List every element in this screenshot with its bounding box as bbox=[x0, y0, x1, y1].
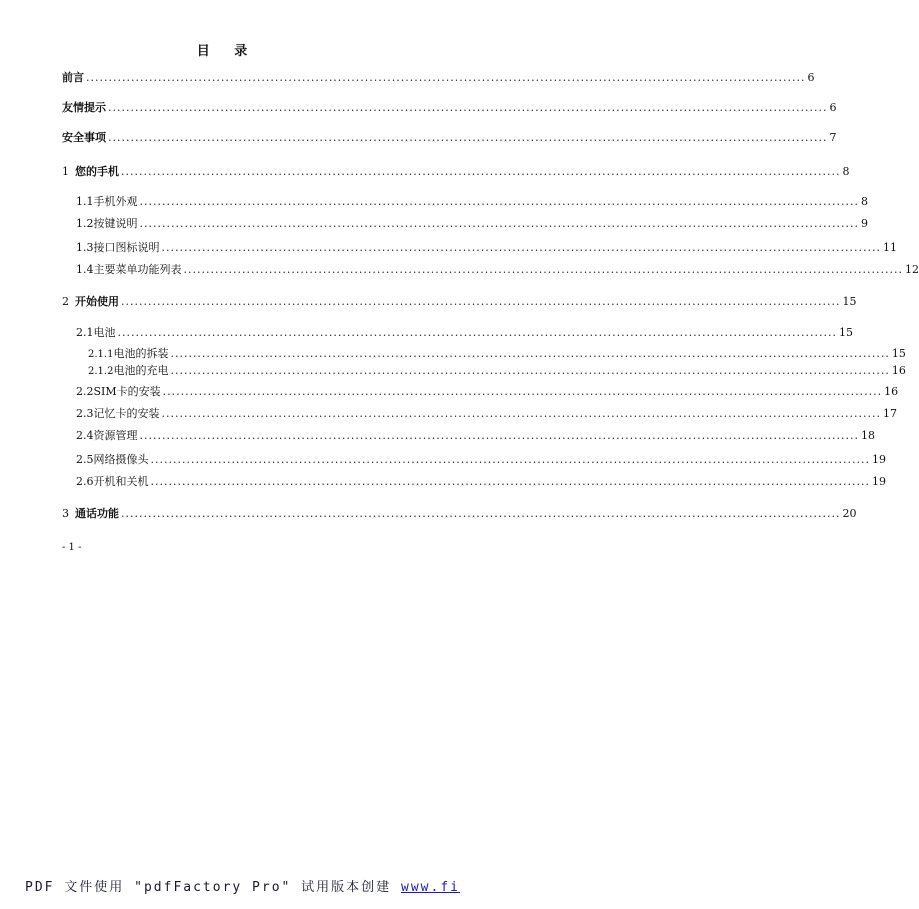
toc-entry-page: 18 bbox=[860, 429, 875, 442]
toc-entry-label: SIM卡的安装 bbox=[93, 385, 161, 398]
toc-entry-page: 9 bbox=[860, 217, 868, 230]
page-number: - 1 - bbox=[62, 542, 82, 553]
toc-leader-dots bbox=[151, 474, 870, 490]
toc-entry-number: 2.5 bbox=[76, 453, 94, 466]
toc-entry[interactable] bbox=[62, 240, 897, 256]
toc-entry[interactable] bbox=[62, 325, 853, 341]
toc-entry-number: 2.4 bbox=[76, 429, 94, 442]
toc-leader-dots bbox=[121, 506, 840, 522]
toc-entry[interactable] bbox=[62, 294, 857, 310]
toc-leader-dots bbox=[121, 294, 840, 310]
watermark bbox=[25, 876, 460, 895]
toc-entry-label: 开机和关机 bbox=[93, 475, 149, 488]
toc-leader-dots bbox=[170, 363, 889, 379]
toc-entry-label: 接口图标说明 bbox=[93, 241, 160, 254]
toc-entry[interactable] bbox=[62, 100, 837, 116]
toc-entry-label: 主要菜单功能列表 bbox=[93, 263, 182, 276]
toc-entry-page: 19 bbox=[871, 475, 886, 488]
toc-entry-number: 2.2 bbox=[76, 385, 94, 398]
toc-leader-dots bbox=[140, 428, 859, 444]
toc-entry-label: 网络摄像头 bbox=[93, 453, 149, 466]
toc-leader-dots bbox=[121, 164, 840, 180]
toc-title: 目 录 bbox=[196, 44, 258, 59]
toc-entry-number: 2.6 bbox=[76, 475, 94, 488]
toc-entry-number: 2.1.1 bbox=[88, 349, 114, 360]
toc-entry-number: 2.1 bbox=[76, 326, 94, 339]
toc-entry[interactable] bbox=[62, 474, 886, 490]
toc-entry[interactable] bbox=[62, 428, 875, 444]
toc-leader-dots bbox=[163, 384, 882, 400]
toc-entry-number: 2.3 bbox=[76, 407, 94, 420]
toc-entry-label: 您的手机 bbox=[75, 165, 119, 178]
toc-leader-dots bbox=[184, 262, 903, 278]
toc-entry[interactable] bbox=[62, 384, 899, 400]
toc-entry-page: 6 bbox=[829, 101, 837, 114]
toc-entry[interactable] bbox=[62, 262, 919, 278]
toc-leader-dots bbox=[140, 194, 859, 210]
toc-entry-label: 开始使用 bbox=[75, 295, 119, 308]
toc-entry[interactable] bbox=[62, 363, 906, 379]
toc-leader-dots bbox=[162, 406, 881, 422]
toc-leader-dots bbox=[108, 100, 827, 116]
toc-entry-number: 1.2 bbox=[76, 217, 94, 230]
toc-entry[interactable] bbox=[62, 216, 868, 232]
toc-leader-dots bbox=[140, 216, 859, 232]
toc-leader-dots bbox=[118, 325, 837, 341]
toc-entry-page: 8 bbox=[842, 165, 850, 178]
toc-entry[interactable] bbox=[62, 406, 897, 422]
toc-entry-label: 友情提示 bbox=[62, 101, 106, 114]
toc-leader-dots bbox=[162, 240, 881, 256]
toc-entry-page: 15 bbox=[891, 347, 906, 360]
toc-entry-number: 3 bbox=[62, 507, 69, 520]
toc-entry-page: 17 bbox=[882, 407, 897, 420]
toc-entry-label: 通话功能 bbox=[75, 507, 119, 520]
toc-entry-page: 11 bbox=[882, 241, 897, 254]
toc-entry-page: 6 bbox=[807, 71, 815, 84]
toc-entry-page: 15 bbox=[842, 295, 857, 308]
toc-entry-label: 电池的拆装 bbox=[113, 347, 169, 360]
toc-entry-page: 20 bbox=[842, 507, 857, 520]
watermark-text: PDF 文件使用 "pdfFactory Pro" 试用版本创建 bbox=[25, 880, 402, 895]
toc-entry-page: 8 bbox=[860, 195, 868, 208]
toc-entry-number: 2 bbox=[62, 295, 69, 308]
toc-entry-label: 按键说明 bbox=[93, 217, 138, 230]
toc-entry[interactable] bbox=[62, 452, 886, 468]
toc-entry-page: 12 bbox=[904, 263, 919, 276]
toc-entry-number: 1.3 bbox=[76, 241, 94, 254]
toc-entry-number: 1.4 bbox=[76, 263, 94, 276]
toc-entry[interactable] bbox=[62, 164, 850, 180]
toc-leader-dots bbox=[151, 452, 870, 468]
toc-entry-number: 1 bbox=[62, 165, 69, 178]
toc-entry[interactable] bbox=[62, 130, 837, 146]
toc-entry-page: 16 bbox=[891, 364, 906, 377]
toc-entry-page: 15 bbox=[838, 326, 853, 339]
toc-entry-label: 电池的充电 bbox=[113, 364, 169, 377]
toc-entry-label: 手机外观 bbox=[93, 195, 138, 208]
watermark-link[interactable]: www.fi bbox=[401, 880, 460, 895]
toc-leader-dots bbox=[170, 346, 889, 362]
toc-entry-page: 19 bbox=[871, 453, 886, 466]
toc-entry[interactable] bbox=[62, 194, 868, 210]
toc-entry-label: 记忆卡的安装 bbox=[93, 407, 160, 420]
toc-entry-page: 7 bbox=[829, 131, 837, 144]
toc-entry-page: 16 bbox=[884, 385, 899, 398]
toc-entry-label: 电池 bbox=[93, 326, 116, 339]
toc-entry-label: 前言 bbox=[62, 71, 84, 84]
toc-leader-dots bbox=[86, 70, 805, 86]
toc-entry[interactable] bbox=[62, 70, 815, 86]
toc-entry-label: 资源管理 bbox=[93, 429, 138, 442]
toc-entry-number: 2.1.2 bbox=[88, 366, 114, 377]
toc-entry[interactable] bbox=[62, 346, 906, 362]
toc-leader-dots bbox=[108, 130, 827, 146]
toc-entry-number: 1.1 bbox=[76, 195, 94, 208]
toc-entry-label: 安全事项 bbox=[62, 131, 106, 144]
toc-entry[interactable] bbox=[62, 506, 857, 522]
